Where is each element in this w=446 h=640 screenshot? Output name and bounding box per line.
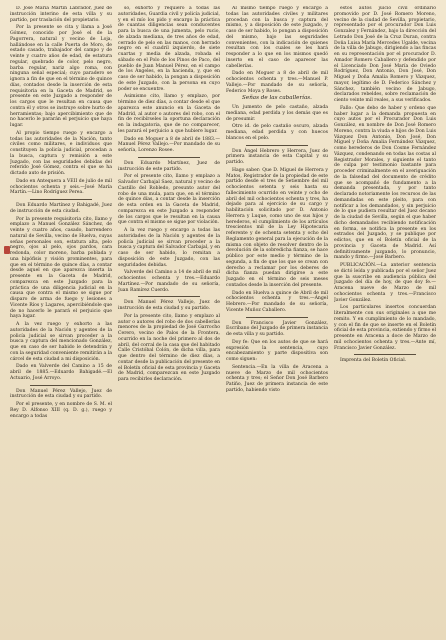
paragraph-text: Valverde del Camino a 14 de abril de mil ochocientos ochenta y tres.—Eduardo Martínez.—Por mandado de su señoría, Juan Ramírez Cuerdo. [118, 270, 220, 293]
paragraph-text: Por el presente cito, llamo y emplazo a Salvador Carbajal Saez, natural y vecino de Castillo del Robledo, presunto autor del robo de una mula, para que, en el término de quince días, a contar desde la inserción de esta orden en la Gaceta de Madrid, comparezca en este Juzgado a responder de los cargos que le resultan en la causa que contra el mismo se sigue por violación. [118, 174, 220, 226]
notice-paragraph [118, 174, 220, 226]
column-2 [118, 6, 220, 634]
paragraph-text: Don Manuel Pérez Vallejo, Juez de instrucción de esta ciudad y su partido. [10, 388, 112, 400]
paragraph-text: PUBLICACIÓN.—La anterior sentencia se dictó leída y publicada por el señor Juez que la suscribe en audiencia pública del Juzgado del día de hoy, de que doy fe.—Aracena nueve de Marzo de mil ochocientos ochenta y tres.—Francisco Javier González. [334, 263, 436, 303]
notice-paragraph [226, 105, 328, 122]
paragraph-text: Otro id. de pelo castaño oscuro, alzada mediana, edad perdida y con huecos blancos en el pelo. [226, 124, 328, 141]
columns [10, 6, 436, 634]
notice-paragraph [226, 365, 328, 394]
paragraph-text: Los particulares insertos concuerdan literalmente con sus originales a que me remito. Y en cumplimiento de lo mandado, y con el fin de que se inserte en el Boletín oficial de esta provincia, extiendo y firmo el presente en Aracena a doce de Marzo de mil ochocientos ochenta y tres.—Ante mí, Francisco Javier González. [334, 305, 436, 351]
notice-paragraph [334, 263, 436, 303]
paragraph-text: Doy fe: Que en los autos de que se hará expresión la sentencia, cuyo encabezamiento y parte dispositiva son como siguen: [226, 339, 328, 362]
paragraph-text: Don Eduardo Martínez, Juez de instrucción de este partido. [118, 160, 220, 172]
notice-paragraph [226, 71, 328, 94]
paragraph-text: Imprenta del Boletín Oficial. [340, 358, 407, 364]
section-divider [138, 296, 200, 297]
paragraph-text: Don Ángel Hebrero y Herrera, Juez de primera instancia de esta Capital y su partido. [226, 148, 328, 165]
notice-paragraph [226, 149, 328, 166]
notice-paragraph [226, 291, 328, 314]
paragraph-text: Por la presente se cita y llama a José Gómez, conocido por José el de la Pagorrera, natural y vecino de Loja, hallándose en la calle Puerta de Moro, de estado casado, trabajador del campo y de veinte y cuatro años de edad, de estatura regular, quebrado de color, pelo negro, barba regular, nariz algo roma, con ninguna señal especial; cuyo paradero se ignora a fin de que en el término de quince días, contados desde la inserción de esta requisitoria en la Gaceta de Madrid, se presente en este Juzgado a responder de los cargos que le resultan en causa que contra él y otros se instruye sobre hurto de herramientas; bajo apercibimiento que de no hacerlo le pararán el perjuicio que haya lugar. [10, 25, 112, 128]
notice-paragraph [10, 6, 112, 23]
paragraph-text: Asimismo cito, llamo y emplazo, por término de diez días, a contar desde el que aparezca este anuncio en la Gaceta de Madrid, al autor o autores del robo, con el fin de recibírseles la oportuna declaración en la indagatoria, que de no comparecer, les parará el perjuicio a que hubiere lugar. [118, 94, 220, 134]
notice-paragraph [226, 321, 328, 338]
notice-paragraph [118, 228, 220, 268]
notice-paragraph [226, 124, 328, 141]
section-divider [246, 317, 308, 318]
paragraph-text: Por la presente requisitoria cito, llamo y emplazo a Manuel González Sánchez, de veinte y cuatro años, casado, barrendero natural de Sevilla, vecino de Huelva, cuyas señas personales son, estatura alta, pelo negro, ojos al pelo, ojos pardos, cara redonda, color moreno, barba poblada y una hipófisis y visión prominentes, para que en el término de quince días, a contar desde aquel en que aparezca inserta la presente en la Gaceta de Madrid, comparezca en este Juzgado para la práctica de una diligencia judicial en la causa que contra el mismo se sigue por disparo de arma de fuego y lesiones a Vicente Ríos y Lagares, apercibiéndole que de no hacerlo le parará el perjuicio que haya lugar. [10, 216, 112, 320]
paragraph-text: A la vez ruego y exhorto a las autoridades de la Nación y agentes de la policía judicial se sirvan proceder a la busca y captura del mencionado González, que en caso de ser habido le detendrán y con la seguridad conveniente remitirán a la cárcel de esta ciudad a mi disposición. [10, 322, 112, 362]
paragraph-text: Don Francisco Javier González, Escribano del Juzgado de primera instancia de esta villa y su partido. [226, 320, 328, 337]
section-divider [246, 145, 308, 146]
section-divider [30, 385, 92, 386]
notice-paragraph [118, 137, 220, 154]
notice-paragraph [10, 389, 112, 401]
paragraph-text: Dado en Moguer a 8 de abril de mil ochocientos ochenta y tres.—Manuel P. Vallejo.—Por mandado de su señoría, Federico Moya y Roses. [226, 71, 328, 94]
column-3 [226, 6, 328, 634]
paragraph-text: Fallo: Que debo de haber y ordeno que haber lugar a la demanda propuesta en cuyo autos por el Procurador Don Luis González, en nombre de Don José Romero Moreno, contra la viuda e hijos de Don Luis Vázquez Don Antonio, Don José, Don Miguel y Doña Amalia Fernández Vázquez, como herederos de Don Cosme Fernández Vázquez, condenando en todas las costas al Registrador Morales, y siguiente el tanto de culpa por testimonio bastante para proceder criminalmente en el averiguación de la falsedad del documento de crédito que se acompañó de fundamento a la demanda presentada, y por tanto declarado notoriamente los recursos de las demandadas en este pleito, para con notificar a los demandados, y sin perjuicio de lo que pudiera resultar del Juez decano de la ciudad de Sevilla, según el que haber dicho demandados recibiendo notificación en forma, se notifica la presente en los estrados del Juzgado, y se publique por edictos, que en el Boletín oficial de la provincia y Gaceta de Madrid. Así definitivamente juzgando, lo pronuncio, mando y firmo.—José Barbero. [334, 105, 436, 261]
paragraph-text: D. José María Martín Labrador, Juez de instrucción interino de esta villa y su partido, por traslación del propietario. [10, 6, 112, 23]
paragraph-text: Dado en Moguer a 8 de abril de 1883.—Manuel Pérez Vallejo.—Por mandado de su señoría, Lorenzo Rosee. [118, 136, 220, 153]
section-divider [354, 354, 416, 355]
paragraph-text: Por el presente, y en nombre de S. M. el Rey D. Alfonso XIII (q. D. g.), ruego y encargo a todas [10, 402, 112, 419]
notice-paragraph [10, 203, 112, 215]
notice-paragraph [10, 179, 112, 196]
notice-paragraph [118, 270, 220, 293]
notice-paragraph [226, 340, 328, 363]
column-1 [10, 6, 112, 634]
notice-paragraph [10, 364, 112, 381]
notice-paragraph [226, 6, 328, 69]
notice-paragraph [334, 6, 436, 104]
paragraph-text: estos autos juicio civil ordinario promovido por D. José Romero Moreno, vecino de la ciudad de Sevilla, propietario, representado por el procurador Don Luis Gonzalez y Fernández, bajo la dirección del Letrado Don José de la Cruz Duran, contra Doña Luisa María Mercedes Ugalde, vecina de la villa de Jabugo, dirigiendo a las fincas en su representación por el procurador D. Amador Romero Caballero y defendido por el Licenciado Don José María de Oviedo Rodríguez, Don Antonio, Don José, Don Miguel y Doña Amalia Romero y Vázquez, mayor, legítimo de D. Federico Sánchez y Sánchez, también vecino de Jabugo, declarados rebeldes, sobre reclamación de ciento veinte mil reales, a sus verificados. [334, 6, 436, 103]
notice-paragraph [334, 305, 436, 351]
paragraph-text: Al mismo tiempo ruego y encargo a todas las autoridades civiles y militares procedan con la busca y captura del mismo, y a disposición de este Juzgado, y caso de ser habido, lo pongan a disposición del mismo, bajo las seguridades convenientes, con la indicación de quienes resultan con los cuales se les hará responder a lo que en los mismos quedó inserto en el caso de aparecer las cabellerías. [226, 6, 328, 69]
paragraph-text: Al propio tiempo ruego y encargo a todas las autoridades de la Nación, tanto civiles como militares, e individuos que constituyen la policía judicial, procedan a la busca, captura y remisión a este Juzgado, con las seguridades debidas del referido José Gómez, contra el que se ha dictado auto de prisión. [10, 130, 112, 176]
paragraph-text: Por la presente cito, llamo y emplazo al autor o autores del robo de dos cabellerías menores de la propiedad de José Garrocho Cerero, vecino de Palos de la Frontera, ocurrido en la noche del primero al dos de abril, del corral de la casa que del habitado Calle Cristóbal Colón, de dicha villa, para que dentro del término de diez días, a contar desde la publicación del presente en el Boletín oficial de esta provincia y Gaceta de Madrid, comparezcan en este Juzgado para recibirles declaración. [118, 313, 220, 382]
paragraph-text: Dado en Antequera a VEII de julio de mil ochocientos ochenta y seis.—José María Martín.—Lino Rodríguez Perea. [10, 178, 112, 196]
section-divider [138, 157, 200, 158]
notice-paragraph [118, 300, 220, 312]
paragraph-text: Sentencia.—En la villa de Aracena a nueve de Marzo de mil ochocientos ochenta y tres; el Señor Don José Barbero Patiño, Juez de primera instancia de este partido, habiendo visto [226, 364, 328, 393]
paragraph-text: A la vez ruego y encargo a todas las autoridades de la Nación y agentes de la policía judicial se sirvan proceder a la busca y captura del Salvador Carbajal, y en caso de ser habido, lo remitan a disposición de este Juzgado, con las seguridades debidas. [118, 228, 220, 268]
notice-paragraph [226, 168, 328, 289]
notice-paragraph [10, 402, 112, 419]
paragraph-text: so, exhorto y requiero a todas las autoridades, Guardia civil y policía judicial, y en el mío los pido y encargo la práctica de cuantas diligencias sean conducentes para la busca de una jumenta, pelo rucio, de alzada mediana, de tres años de edad, cerrado de pelo en las manos, con herrado negro en el cuadril izquierdo, de siete cuartas y media de alzada, robada el sábado en el Polo de los Pinos de Paco, del pueblo de Juan Manuel Pérez, en el campo de los Ángeles, en la hacienda, y, que en caso de ser habido, la pongan a disposición de este Juzgado, con la persona en cuyo poder se encuentre. [118, 6, 220, 92]
paragraph-text: Dado en Valverde del Camino a 15 de abril de 1885.—Eduardo Bahigadé.—El Actuario, José Arroyo. [10, 364, 112, 381]
paragraph-text: Hago saber: Que D. Miguel de Herrera y Matos, Registrador de la propiedad de este partido desde el tres de Setiembre del mil ochocientos setenta y seis hasta su fallecimiento ocurrido en veinte y ocho de abril del mil ochocientos ochenta y tres, ha dejado para al ejercicio de su cargo y habilitación solicitado por D. Antonio Herrera y Luque, como uno de sus hijos y herederos, el cumplimiento de los artículos trescientos mil de la Ley Hipotecaria referente y de ochenta setenta y ocho del Reglamento general para la ejecución de la misma con objeto de resolver dentro de la devolución de la sobredicha fianza, se hace público por este medio y término de la segunda, a fin de que los que se crean con derecho a reclamar por los deberes de dicha fianza puedan dirigirse a este Juzgado en el término de seis meses contados desde la inserción del presente. [226, 167, 328, 288]
section-divider [30, 199, 92, 200]
paragraph-text: Don Manuel Pérez Vallejo, Juez de instrucción de esta ciudad y su partido. [118, 300, 220, 311]
column-4 [334, 6, 436, 634]
paragraph-text: Don Eduardo Martínez y Bahigadé, Juez de instrucción de esta ciudad. [10, 203, 112, 214]
notice-paragraph [10, 131, 112, 177]
notice-paragraph [118, 314, 220, 383]
notice-paragraph [10, 217, 112, 321]
paragraph-text: Dado en Huelva a quince de Abril de mil ochocientos ochenta y tres.—Ángel Hebrero.—Por mandado de su señoría, Vicente Muñoz Caballero. [226, 290, 328, 313]
notice-paragraph [10, 25, 112, 129]
notice-paragraph [10, 322, 112, 362]
paragraph-text: Un jumento de pelo castaño, alzada mediana, edad perdida y los demás que es de presumir. [226, 105, 328, 122]
notice-paragraph [334, 358, 436, 364]
notice-paragraph [118, 161, 220, 173]
notice-paragraph [118, 94, 220, 134]
section-heading: Señas de las caballerías. [242, 95, 312, 102]
notice-paragraph [118, 6, 220, 92]
notice-paragraph [334, 106, 436, 261]
